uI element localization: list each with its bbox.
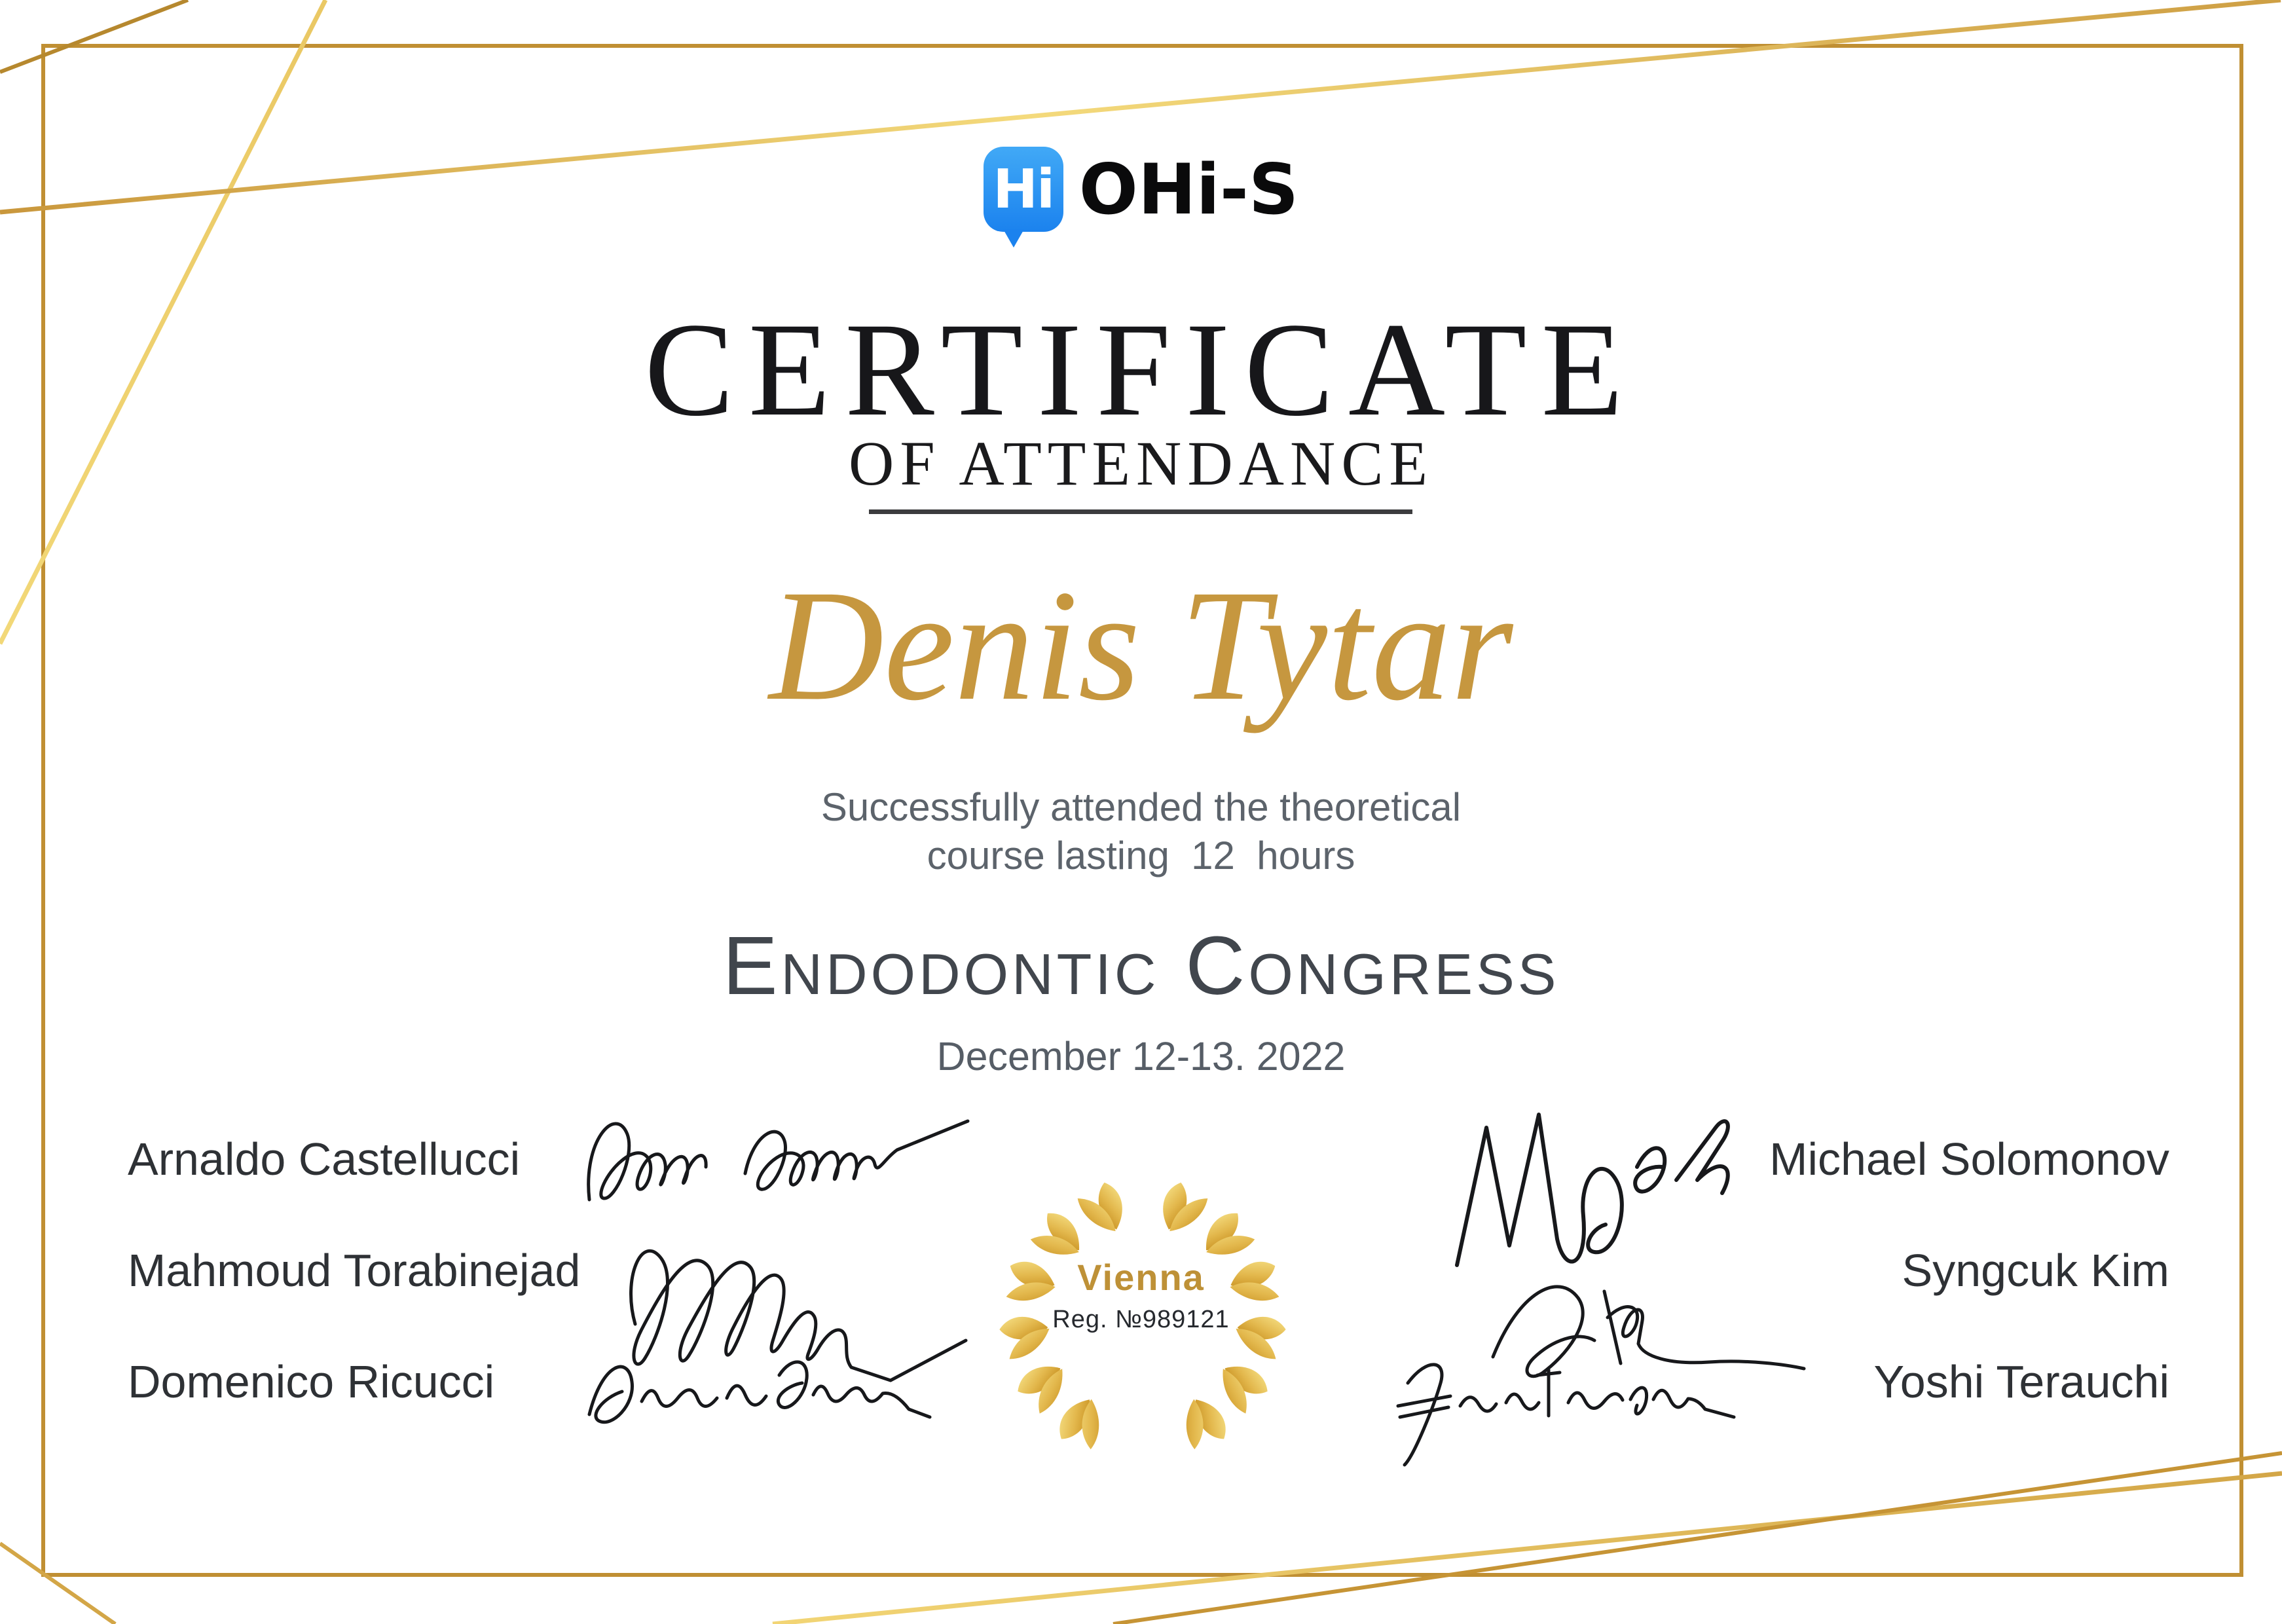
signature-yoshi-terauchi-icon [1388,1344,1755,1481]
event-title: Endodontic Congress [722,919,1560,1012]
event-date: December 12-13. 2022 [936,1034,1346,1079]
certificate-subtitle: OF ATTENDANCE [848,428,1433,498]
signer-name-domenico-ricucci: Domenico Ricucci [128,1356,495,1407]
description-line-1: Successfully attended the theoretical [820,785,1462,829]
diagonal-line-bottom-left [0,1543,115,1624]
badge-registration-number: Reg. №989121 [1052,1306,1230,1333]
logo-bubble-text: Hi [993,158,1054,221]
description-line-2: course lasting 12 hours [927,834,1355,877]
subtitle-divider-line [869,509,1412,514]
badge-city-label: Vienna [1077,1257,1205,1298]
signer-name-syngcuk-kim: Syngcuk Kim [1902,1245,2169,1296]
signer-name-yoshi-terauchi: Yoshi Terauchi [1873,1356,2169,1407]
brand-logo [0,147,2282,232]
signer-name-arnaldo-castellucci: Arnaldo Castellucci [128,1134,521,1185]
diagonal-line-bottom-bright [773,1473,2282,1624]
logo-speech-bubble-icon [984,147,1063,232]
attendance-description [0,783,2282,880]
signature-domenico-ricucci-icon [576,1336,943,1454]
signer-name-mahmoud-torabinejad: Mahmoud Torabinejad [128,1245,581,1296]
logo-brand-text: OHi-S [1078,149,1299,230]
recipient-name: Denis Tytar [769,557,1513,733]
certificate-title: CERTIFICATE [644,295,1638,444]
signer-name-michael-solomonov: Michael Solomonov [1769,1134,2169,1185]
diagonal-line-top-left-dark [0,0,188,72]
